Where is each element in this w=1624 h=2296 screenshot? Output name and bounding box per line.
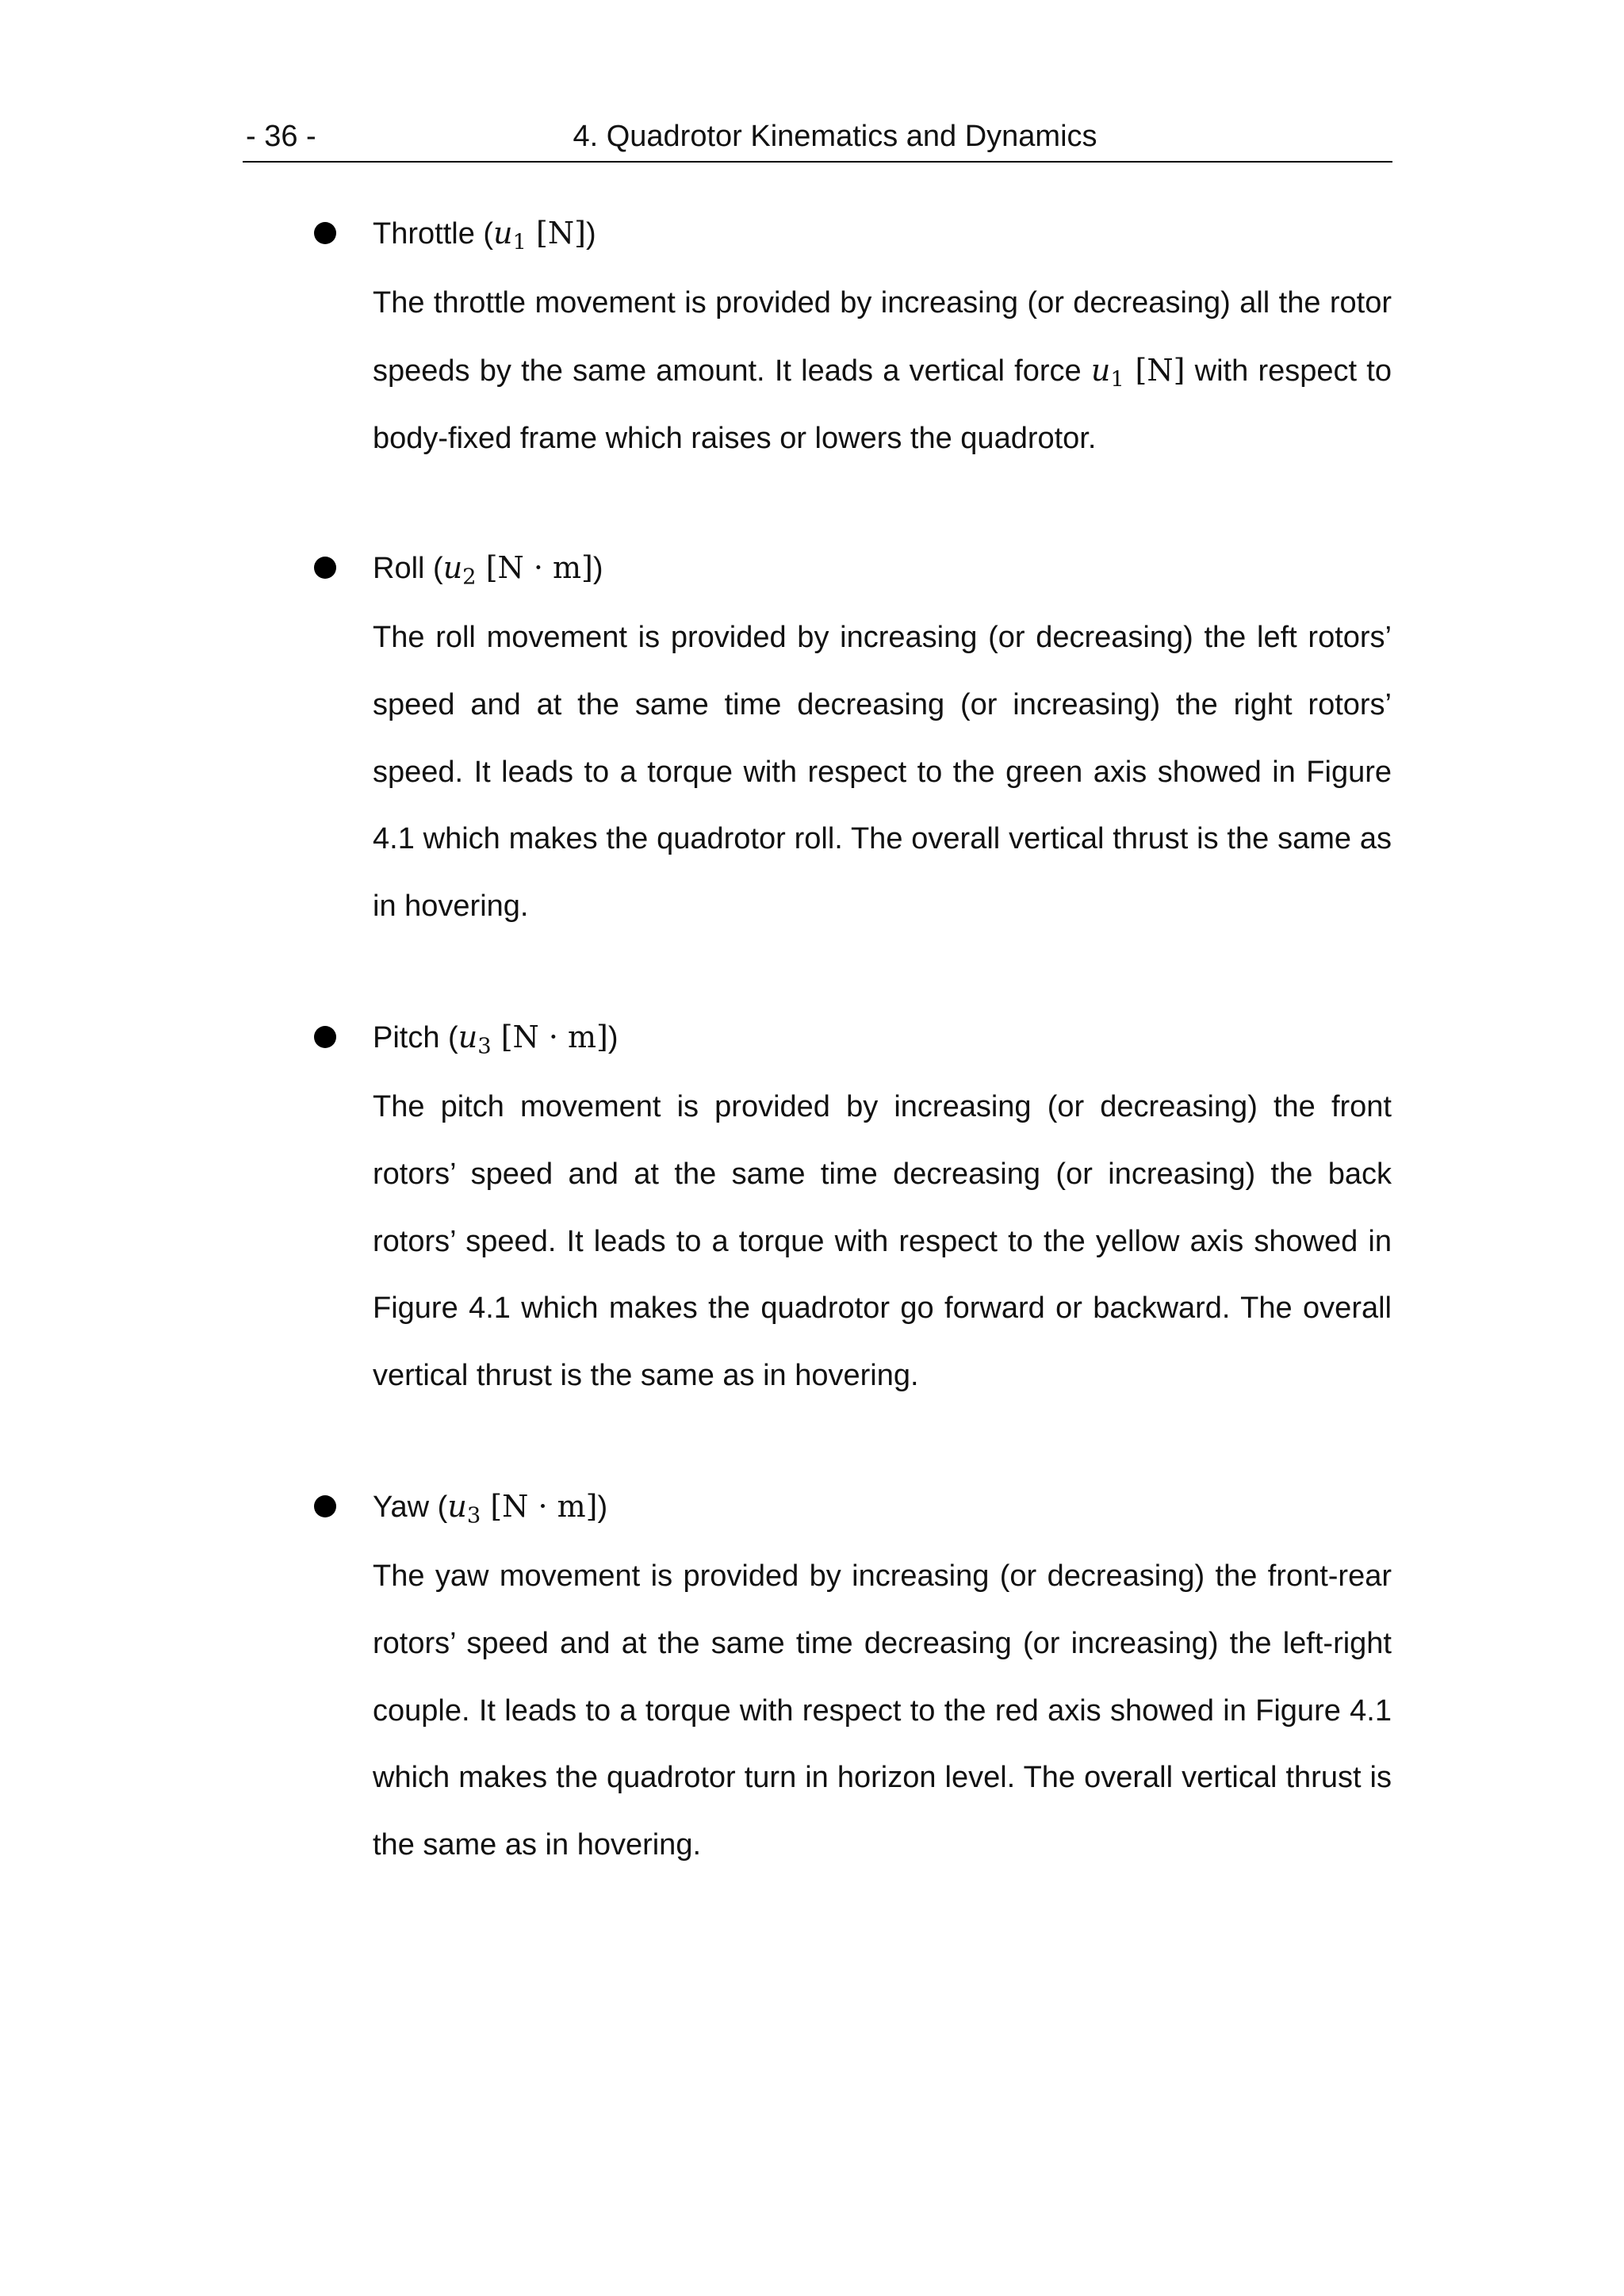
body-math-unit: [N] [1135,352,1185,388]
heading-label: Throttle ( [373,217,494,251]
section-body-throttle [373,270,1392,472]
body-text-part: The throttle movement is provided by increasing (or decreasing) all the rotor speeds by the same amount. It leads a vertical force [373,286,1392,388]
section-heading-throttle [373,214,596,253]
section-body-yaw: The yaw movement is provided by increasing (or decreasing) the front-rear rotors’ speed and at the same time decreasing (or increasing) the left-right couple. It leads to a torque with respect to the red axis showed in Figure 4.1 which makes the quadrotor turn in horizon level. The overall vertical thrust is the same as in hovering. [373,1559,1392,1862]
bullet-icon [314,1495,336,1517]
heading-sub: 2 [462,564,477,590]
section-roll [301,541,1392,970]
section-throttle [301,206,1392,502]
section-heading-pitch [373,1018,619,1057]
heading-unit: [N · m] [485,550,593,585]
section-yaw [301,1479,1392,1909]
section-body-roll: The roll movement is provided by increasing (or decreasing) the left rotors’ speed and at the same time decreasing (or increasing) the right rotors’ speed. It leads to a torque with respect to the green axis showed in Figure 4.1 which makes the quadrotor roll. The overall vertical thrust is the same as in hovering. [373,621,1392,924]
bullet-icon [314,557,336,579]
page-number: - 36 - [246,120,316,153]
heading-unit: [N · m] [500,1020,608,1054]
section-heading-roll [373,549,603,590]
heading-label: Roll ( [373,552,443,585]
section-heading-yaw [373,1487,608,1529]
heading-math [493,216,586,255]
heading-var: u [493,216,513,251]
heading-unit: [N] [536,216,586,251]
section-body-pitch: The pitch movement is provided by increasing (or decreasing) the front rotors’ speed and at the same time decreasing (or increasing) the back rotors’ speed. It leads to a torque with respect to the yellow axis showed in Figure 4.1 which makes the quadrotor go forward or backward. The overall vertical thrust is the same as in hovering. [373,1090,1392,1393]
heading-label: Yaw ( [373,1490,448,1524]
heading-math [458,1020,608,1059]
page-header [243,115,1392,163]
heading-sub: 3 [477,1034,492,1059]
section-pitch [301,1010,1392,1440]
heading-var: u [447,1489,467,1524]
heading-label: Pitch ( [373,1021,458,1054]
heading-close: ) [592,552,603,585]
bullet-icon [314,1026,336,1048]
body-text-part: with respect to body-fixed frame which raises or lowers the quadrotor. [373,354,1392,455]
body-math [1090,352,1185,392]
heading-var: u [458,1020,478,1054]
bullet-heading-row [301,541,1392,598]
heading-unit: [N · m] [490,1489,598,1524]
heading-sub: 1 [512,230,527,255]
heading-var: u [442,550,463,585]
body-math-sub: 1 [1110,367,1124,392]
bullet-heading-row [301,1010,1392,1067]
heading-sub: 3 [466,1503,481,1529]
heading-close: ) [607,1021,619,1054]
running-title: 4. Quadrotor Kinematics and Dynamics [573,120,1097,153]
bullet-heading-row [301,1479,1392,1536]
heading-close: ) [585,217,596,251]
bullet-icon [314,222,336,244]
body-math-var: u [1090,352,1111,388]
heading-math [442,550,593,590]
heading-close: ) [597,1490,608,1524]
heading-math [447,1489,598,1529]
bullet-heading-row [301,206,1392,263]
